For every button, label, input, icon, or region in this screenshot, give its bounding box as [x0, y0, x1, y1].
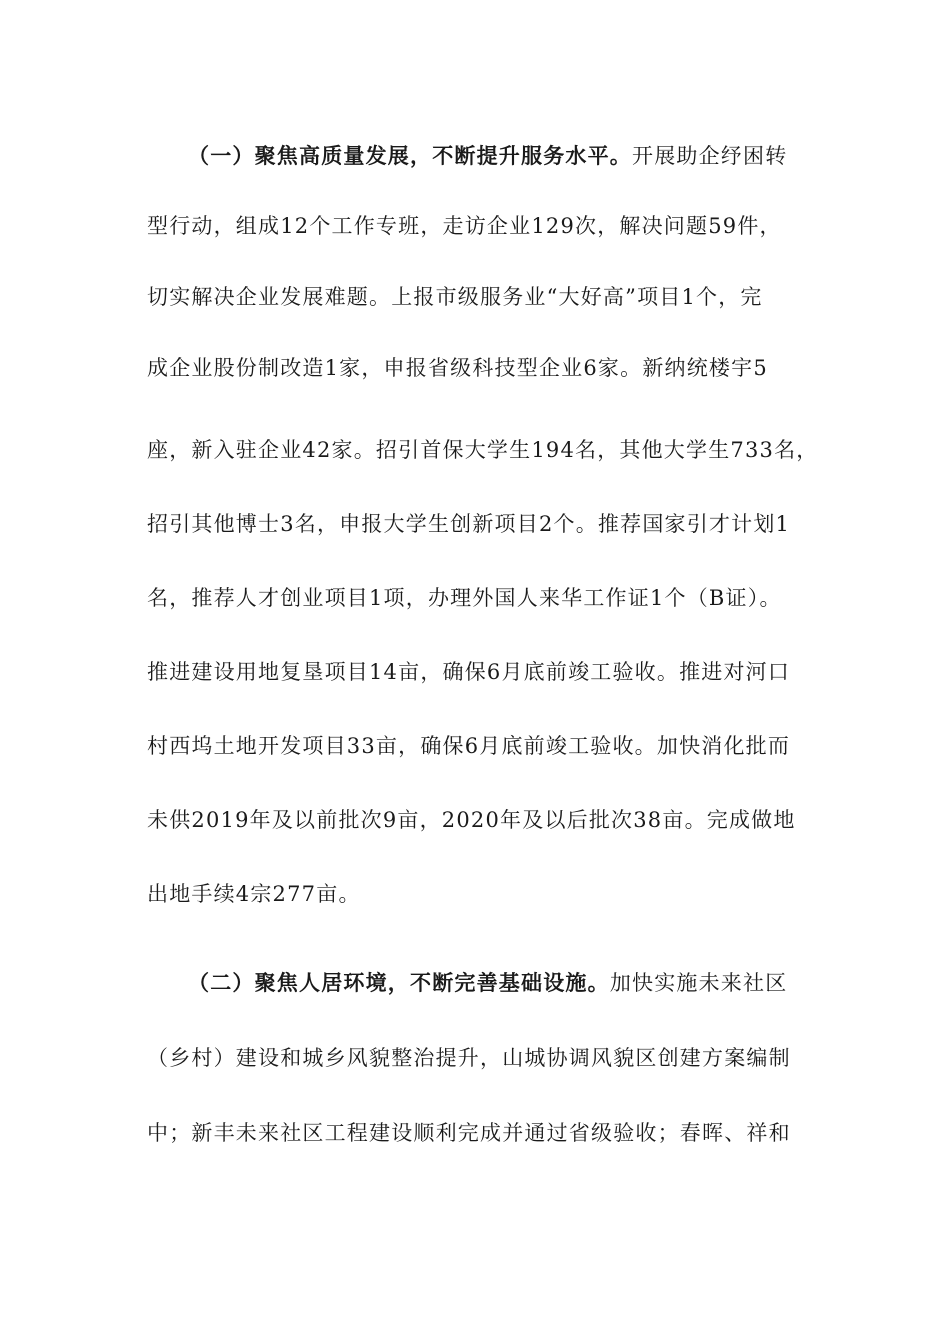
paragraph-line: 座，新入驻企业42家。招引首保大学生194名，其他大学生733名， [147, 438, 819, 462]
paragraph-line [188, 143, 858, 169]
paragraph-line: 推进建设用地复垦项目14亩，确保6月底前竣工验收。推进对河口 [147, 660, 791, 684]
paragraph-line: 招引其他博士3名，申报大学生创新项目2个。推荐国家引才计划1 [147, 512, 791, 536]
paragraph-line: 出地手续4宗277亩。 [147, 882, 361, 906]
paragraph-line: 村西坞土地开发项目33亩，确保6月底前竣工验收。加快消化批而 [147, 734, 791, 758]
paragraph-line: 成企业股份制改造1家，申报省级科技型企业6家。新纳统楼宇5 [147, 356, 768, 380]
section-heading: （二）聚焦人居环境，不断完善基础设施。 [188, 970, 610, 995]
paragraph-line: 未供2019年及以前批次9亩，2020年及以后批次38亩。完成做地 [147, 808, 796, 832]
paragraph-line: 切实解决企业发展难题。上报市级服务业“大好高”项目1个，完 [147, 285, 763, 309]
paragraph-line: （乡村）建设和城乡风貌整治提升，山城协调风貌区创建方案编制 [147, 1046, 791, 1070]
paragraph-line: 名，推荐人才创业项目1项，办理外国人来华工作证1个（B证）。 [147, 586, 782, 610]
paragraph-line: 型行动，组成12个工作专班，走访企业129次，解决问题59件， [147, 214, 782, 238]
paragraph-line: 中；新丰未来社区工程建设顺利完成并通过省级验收；春晖、祥和 [147, 1121, 791, 1145]
paragraph-text: 加快实施未来社区 [609, 971, 788, 995]
paragraph-line [188, 970, 858, 996]
paragraph-text: 开展助企纾困转 [632, 144, 788, 168]
section-heading: （一）聚焦高质量发展，不断提升服务水平。 [188, 143, 632, 168]
